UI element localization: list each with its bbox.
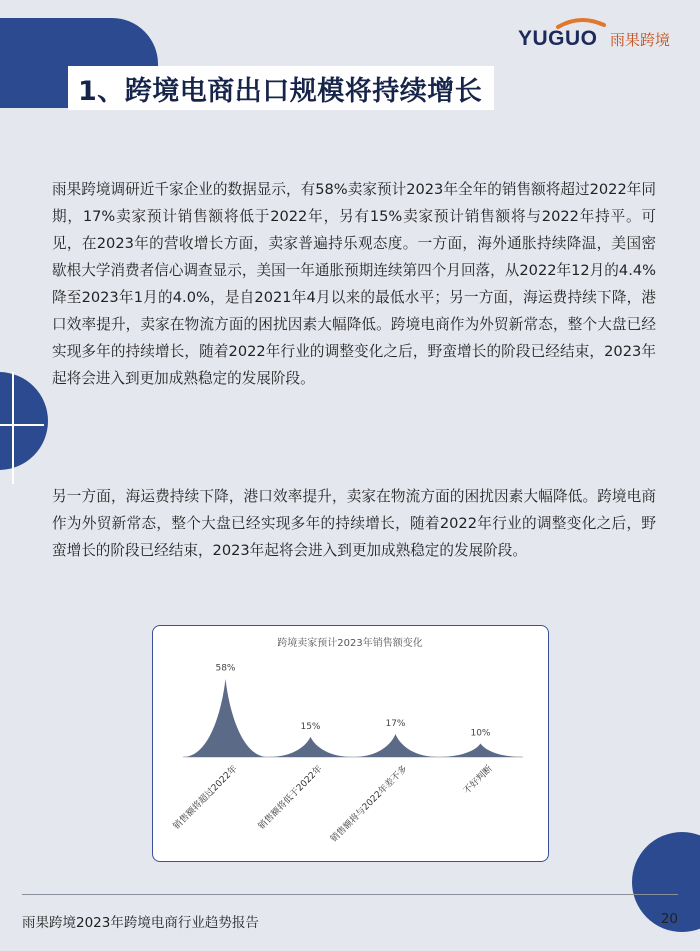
logo-text-cn: 雨果跨境 [610, 31, 671, 49]
footer-report-title: 雨果跨境2023年跨境电商行业趋势报告 [22, 915, 259, 931]
section-title: 1、跨境电商出口规模将持续增长 [78, 75, 483, 107]
chart-data-label-2: 15% [300, 721, 321, 732]
brand-logo [518, 14, 678, 50]
page-number: 20 [660, 911, 678, 927]
crosshair-horizontal-line [0, 424, 44, 426]
logo-text-en: YUGUO [518, 27, 598, 50]
section-title-box [68, 66, 494, 110]
chart-category-label-4: 不好判断 [462, 764, 495, 797]
chart-category-label-3: 销售额将与2022年差不多 [329, 764, 410, 845]
chart-peak-4 [438, 744, 523, 758]
chart-data-label-1: 58% [215, 663, 236, 674]
chart-peak-1 [183, 679, 268, 757]
chart-peak-3 [353, 734, 438, 757]
chart-data-label-4: 10% [470, 728, 491, 739]
sales-forecast-chart [153, 626, 548, 861]
paragraph-2: 另一方面，海运费持续下降，港口效率提升，卖家在物流方面的困扰因素大幅降低。跨境电商作为外贸新常态，整个大盘已经实现多年的持续增长，随着2022年行业的调整变化之后，野蛮增长的阶段已经结束，2023年起将会进入到更加成熟稳定的发展阶段。 [52, 488, 656, 559]
paragraph-1: 雨果跨境调研近千家企业的数据显示，有58%卖家预计2023年全年的销售额将超过2022年同期，17%卖家预计销售额将低于2022年，另有15%卖家预计销售额将与2022年持平。可见，在2023年的营收增长方面，卖家普遍持乐观态度。一方面，海外通胀持续降温，美国密歇根大学消费者信心调查显示，美国一年通胀预期连续第四个月回落，从2022年12月的4.4%降至2023年1月的4.0%，是自2021年4月以来的最低水平；另一方面，海运费持续下降，港口效率提升，卖家在物流方面的困扰因素大幅降低。跨境电商作为外贸新常态，整个大盘已经实现多年的持续增长，随着2022年行业的调整变化之后，野蛮增长的阶段已经结束，2023年起将会进入到更加成熟稳定的发展阶段。 [52, 181, 656, 387]
chart-category-label-1: 销售额将超过2022年 [171, 764, 240, 832]
chart-container [152, 625, 549, 862]
chart-data-label-3: 17% [385, 719, 406, 730]
chart-title: 跨境卖家预计2023年销售额变化 [277, 638, 423, 649]
chart-category-label-2: 销售额将低于2022年 [256, 764, 325, 832]
footer-divider [22, 894, 678, 895]
crosshair-vertical-line [12, 372, 14, 484]
side-circle-decoration [0, 372, 48, 470]
chart-peak-2 [268, 737, 353, 757]
